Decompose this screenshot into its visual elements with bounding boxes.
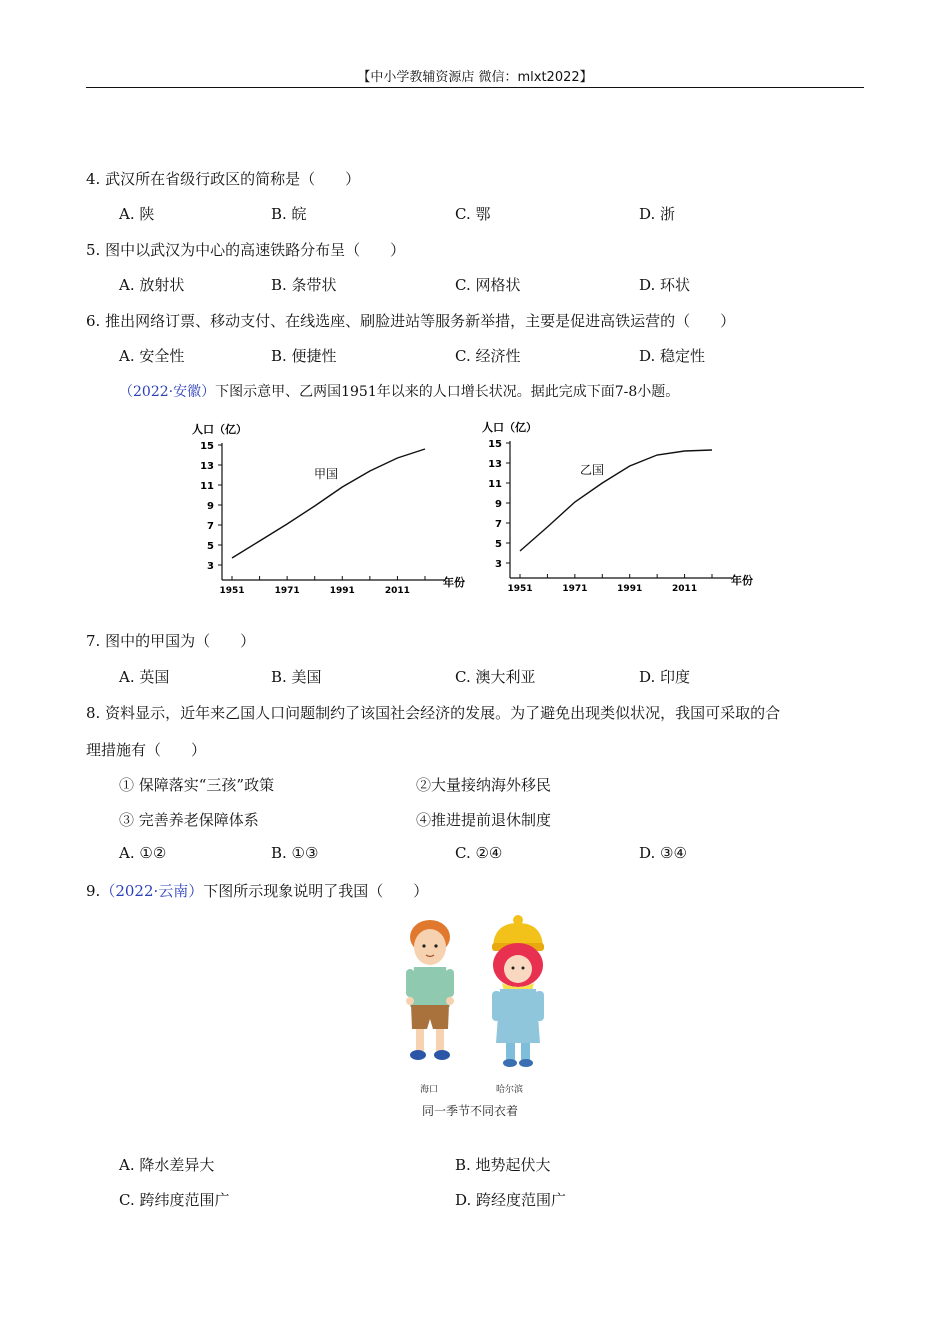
chart-yi-ytick-label-6: 3: [495, 559, 502, 570]
chart-yi-ytick-label-5: 5: [495, 539, 502, 550]
chart-jia-series-line: [232, 449, 425, 558]
chart-jia-ytick-label-2: 11: [200, 481, 214, 492]
fig-label-haikou: 海口: [420, 1085, 439, 1095]
intro78-source: （2022·安徽）: [119, 384, 216, 400]
q5-option-c[interactable]: C. 网格状: [455, 276, 521, 294]
q7-stem: 7. 图中的甲国为（ ）: [86, 632, 256, 650]
q8-item-4: ④推进提前退休制度: [416, 811, 552, 829]
clothing-illustration: [398, 915, 558, 1125]
chart-yi-xtick-label-1: 1971: [562, 584, 588, 593]
boy-figure: [406, 920, 454, 1060]
chart-jia-xtick-label-1: 1971: [274, 586, 300, 595]
chart-yi-ytick-label-3: 9: [495, 499, 502, 510]
q7-option-a[interactable]: A. 英国: [119, 668, 170, 686]
chart-yi-ytick-label-1: 13: [488, 459, 502, 470]
q7-option-c[interactable]: C. 澳大利亚: [455, 668, 536, 686]
fig-label-harbin: 哈尔滨: [496, 1085, 524, 1095]
chart-jia-ytick-label-0: 15: [200, 441, 214, 452]
chart-yi-xtick-label-2: 1991: [617, 584, 643, 593]
q5-stem: 5. 图中以武汉为中心的高速铁路分布呈（ ）: [86, 241, 406, 259]
q7-option-b[interactable]: B. 美国: [271, 668, 322, 686]
chart-jia-xlabel: 年份: [443, 576, 465, 589]
q8-option-a[interactable]: A. ①②: [119, 844, 167, 862]
chart-yi-ytick-label-2: 11: [488, 479, 502, 490]
chart-yi: [470, 413, 770, 593]
chart-yi-ytick-label-4: 7: [495, 519, 502, 530]
q4-option-b[interactable]: B. 皖: [271, 205, 307, 223]
q9-option-a[interactable]: A. 降水差异大: [119, 1156, 215, 1174]
q9-source: （2022·云南）: [100, 882, 204, 900]
chart-jia-ylabel: 人口（亿）: [192, 423, 247, 436]
q5-option-a[interactable]: A. 放射状: [119, 276, 185, 294]
q8-item-1: ① 保障落实“三孩”政策: [119, 776, 275, 794]
q6-option-c[interactable]: C. 经济性: [455, 347, 521, 365]
chart-yi-ytick-label-0: 15: [488, 439, 502, 450]
q6-option-a[interactable]: A. 安全性: [119, 347, 185, 365]
header-rule: [86, 87, 864, 88]
intro78-text: 下图示意甲、乙两国1951年以来的人口增长状况。据此完成下面7-8小题。: [215, 384, 680, 400]
q9-option-b[interactable]: B. 地势起伏大: [455, 1156, 551, 1174]
chart-jia-ytick-label-1: 13: [200, 461, 214, 472]
intro78-line: [119, 381, 679, 401]
chart-yi-xlabel: 年份: [731, 574, 753, 587]
q8-stem-line1: 8. 资料显示，近年来乙国人口问题制约了该国社会经济的发展。为了避免出现类似状况，我国可采取的合: [86, 704, 781, 722]
chart-jia-ytick-label-6: 3: [207, 561, 214, 572]
chart-jia-series-label: 甲国: [314, 467, 339, 481]
q9-stem: 下图所示现象说明了我国（ ）: [203, 882, 429, 900]
q4-option-c[interactable]: C. 鄂: [455, 205, 491, 223]
q9-number: 9.: [86, 882, 101, 900]
q8-option-b[interactable]: B. ①③: [271, 844, 319, 862]
q8-item-2: ②大量接纳海外移民: [416, 776, 552, 794]
chart-jia-ytick-label-5: 5: [207, 541, 214, 552]
girl-figure: [492, 915, 544, 1067]
q9-option-c[interactable]: C. 跨纬度范围广: [119, 1191, 230, 1209]
q4-stem: 4. 武汉所在省级行政区的简称是（ ）: [86, 170, 361, 188]
q4-option-a[interactable]: A. 陕: [119, 205, 155, 223]
q8-item-3: ③ 完善养老保障体系: [119, 811, 259, 829]
q4-option-d[interactable]: D. 浙: [639, 205, 676, 223]
q5-option-d[interactable]: D. 环状: [639, 276, 691, 294]
chart-jia-ytick-label-4: 7: [207, 521, 214, 532]
q9-option-d[interactable]: D. 跨经度范围广: [455, 1191, 567, 1209]
fig-caption: 同一季节不同衣着: [422, 1104, 519, 1118]
q9-stem-line: [86, 880, 428, 901]
chart-jia-ytick-label-3: 9: [207, 501, 214, 512]
chart-yi-ylabel: 人口（亿）: [482, 421, 537, 434]
chart-jia: [180, 415, 480, 595]
q6-option-d[interactable]: D. 稳定性: [639, 347, 706, 365]
q8-option-c[interactable]: C. ②④: [455, 844, 503, 862]
chart-yi-xtick-label-3: 2011: [672, 584, 698, 593]
chart-jia-xtick-label-2: 1991: [329, 586, 355, 595]
chart-yi-series-line: [520, 450, 712, 551]
q8-stem-line2: 理措施有（ ）: [86, 741, 207, 759]
chart-jia-xtick-label-3: 2011: [384, 586, 410, 595]
chart-yi-series-label: 乙国: [580, 463, 605, 477]
q6-stem: 6. 推出网络订票、移动支付、在线选座、刷脸进站等服务新举措，主要是促进高铁运营的（ ）: [86, 312, 736, 330]
page-header: 【中小学教辅资源店 微信：mlxt2022】: [357, 70, 593, 85]
q5-option-b[interactable]: B. 条带状: [271, 276, 337, 294]
q7-option-d[interactable]: D. 印度: [639, 668, 691, 686]
q6-option-b[interactable]: B. 便捷性: [271, 347, 337, 365]
q8-option-d[interactable]: D. ③④: [639, 844, 687, 862]
chart-jia-xtick-label-0: 1951: [219, 586, 245, 595]
chart-yi-xtick-label-0: 1951: [507, 584, 533, 593]
